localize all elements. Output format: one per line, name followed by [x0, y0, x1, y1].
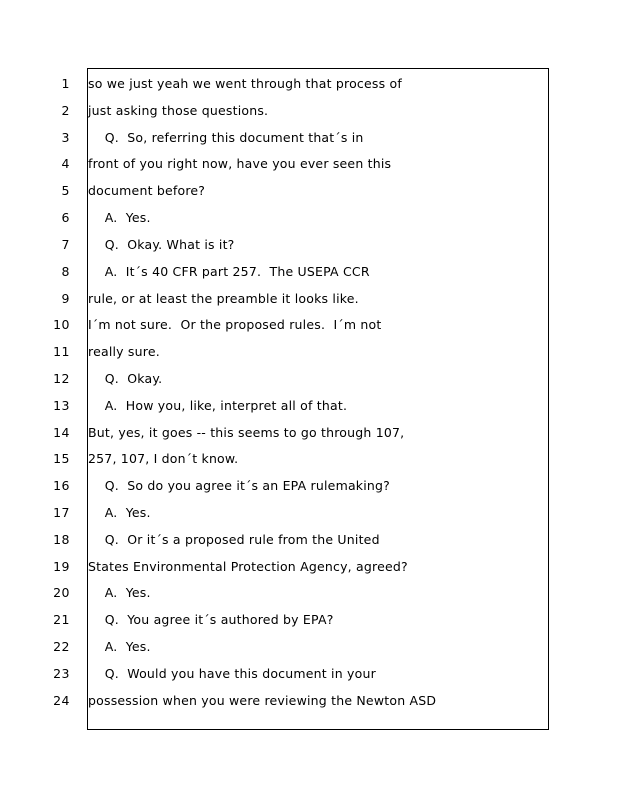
line-number: 23 [53, 666, 70, 681]
line-number: 11 [53, 344, 70, 359]
transcript-line: A. It´s 40 CFR part 257. The USEPA CCR [88, 264, 370, 279]
transcript-line: A. Yes. [88, 210, 151, 225]
line-number: 7 [61, 237, 70, 252]
transcript-line: Q. Okay. [88, 371, 163, 386]
line-number: 24 [53, 693, 70, 708]
transcript-line: so we just yeah we went through that process of [88, 76, 402, 91]
line-number: 22 [53, 639, 70, 654]
transcript-line: front of you right now, have you ever seen this [88, 156, 392, 171]
line-number: 16 [53, 478, 70, 493]
transcript-line: Q. Or it´s a proposed rule from the United [88, 532, 380, 547]
transcript-line: But, yes, it goes -- this seems to go through 107, [88, 425, 405, 440]
transcript-line: A. How you, like, interpret all of that. [88, 398, 348, 413]
line-number: 17 [53, 505, 70, 520]
transcript-line: A. Yes. [88, 585, 151, 600]
transcript-line: really sure. [88, 344, 160, 359]
transcript-line: possession when you were reviewing the Newton ASD [88, 693, 437, 708]
transcript-line: 257, 107, I don´t know. [88, 451, 239, 466]
transcript-line: A. Yes. [88, 639, 151, 654]
line-number: 10 [53, 317, 70, 332]
transcript-line: Q. So do you agree it´s an EPA rulemaking? [88, 478, 391, 493]
transcript-line: Q. Okay. What is it? [88, 237, 235, 252]
line-number: 2 [61, 103, 70, 118]
line-number: 15 [53, 451, 70, 466]
line-number: 14 [53, 425, 70, 440]
line-number: 19 [53, 559, 70, 574]
line-number: 5 [61, 183, 70, 198]
transcript-line: Q. Would you have this document in your [88, 666, 376, 681]
transcript-line: Q. You agree it´s authored by EPA? [88, 612, 334, 627]
transcript-line: States Environmental Protection Agency, agreed? [88, 559, 408, 574]
line-number: 18 [53, 532, 70, 547]
line-number: 12 [53, 371, 70, 386]
line-number: 3 [61, 130, 70, 145]
transcript-line: just asking those questions. [88, 103, 269, 118]
line-number: 4 [61, 156, 70, 171]
line-number: 13 [53, 398, 70, 413]
line-number: 20 [53, 585, 70, 600]
transcript-line: rule, or at least the preamble it looks like. [88, 291, 359, 306]
transcript-line: document before? [88, 183, 206, 198]
transcript-line: I´m not sure. Or the proposed rules. I´m not [88, 317, 382, 332]
line-number: 1 [61, 76, 70, 91]
line-number: 9 [61, 291, 70, 306]
transcript-line: A. Yes. [88, 505, 151, 520]
line-number: 8 [61, 264, 70, 279]
transcript-line: Q. So, referring this document that´s in [88, 130, 364, 145]
line-number: 6 [61, 210, 70, 225]
line-number: 21 [53, 612, 70, 627]
